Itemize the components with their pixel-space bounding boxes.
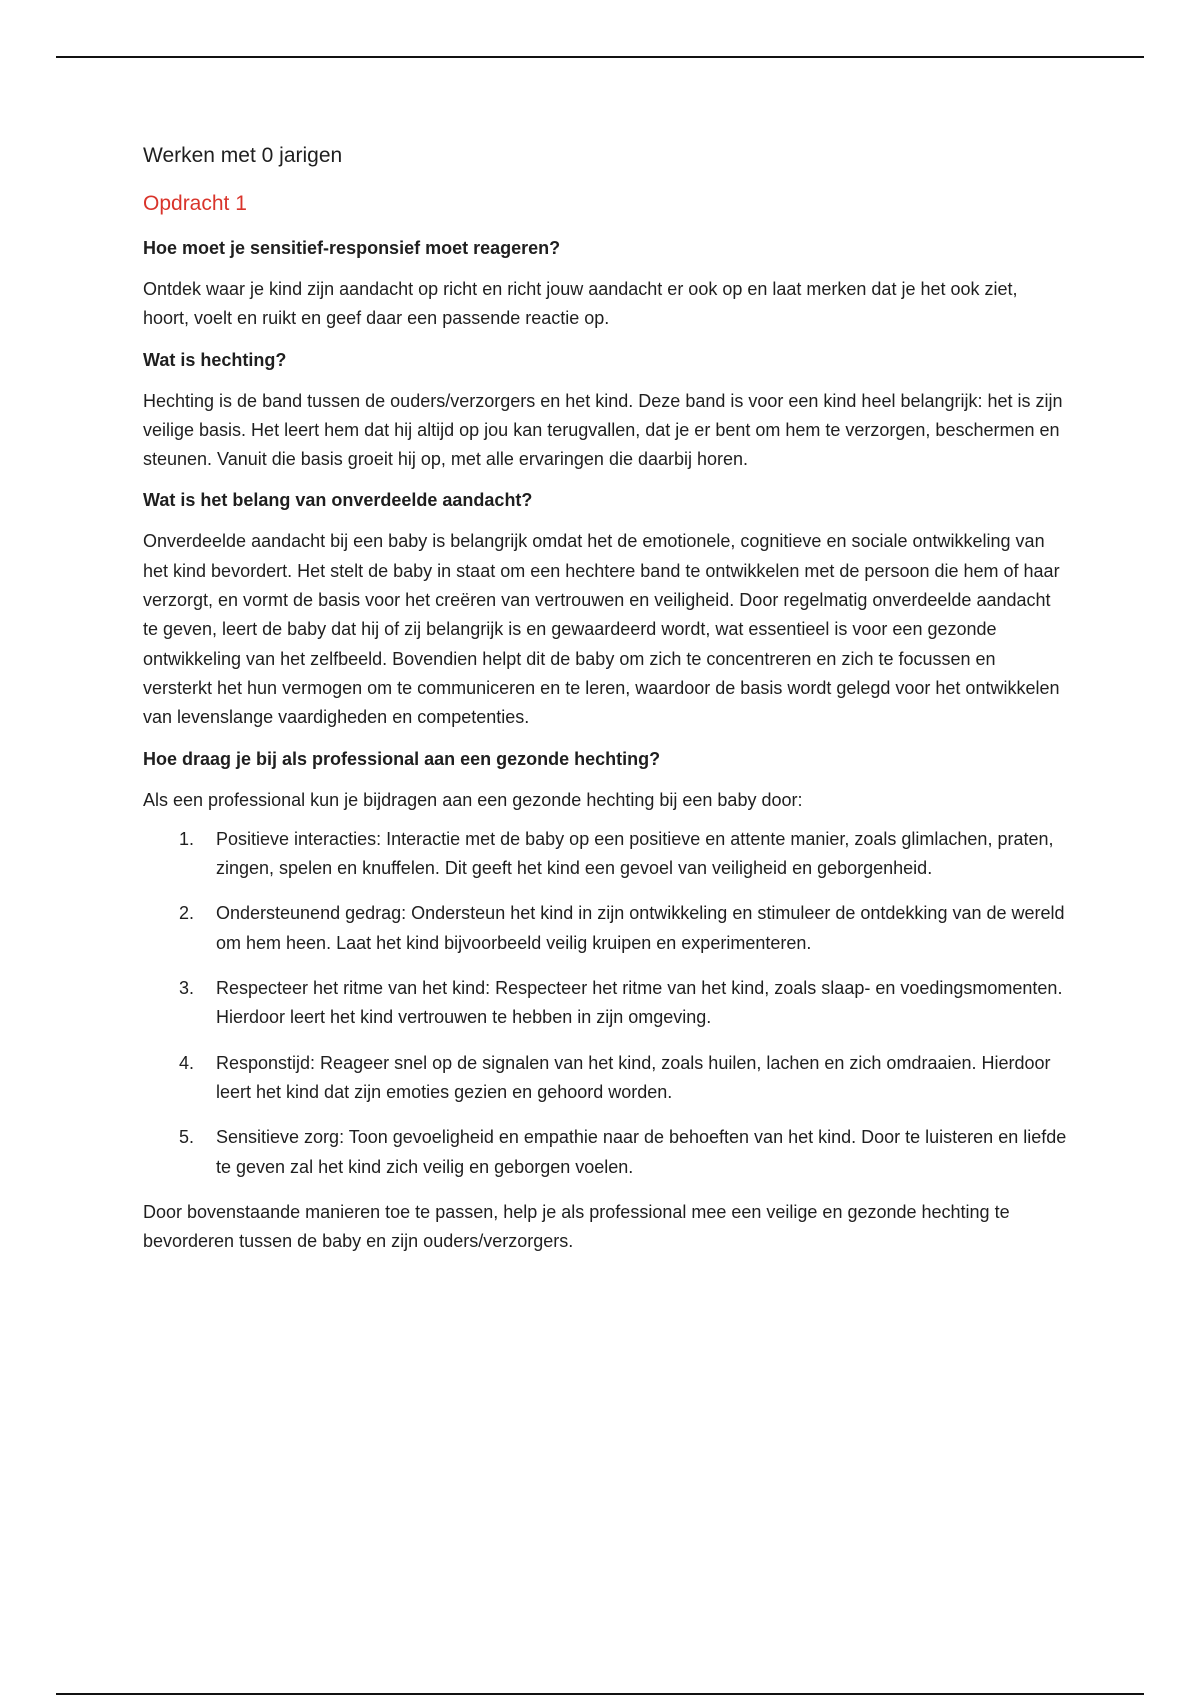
list-number: 5. (179, 1127, 195, 1148)
footer-rule (56, 1693, 1144, 1695)
header-rule (56, 56, 1144, 58)
document-title: Werken met 0 jarigen (143, 144, 343, 167)
answer-paragraph: Onverdeelde aandacht bij een baby is belangrijk omdat het de emotionele, cognitieve en sociale ontwikkeling van het kind bevordert. Het stelt de baby in staat om een hechtere band te ontwikkelen met de persoon die hem of haar verzorgt, en vormt de basis voor het creëren van vertrouwen en veiligheid. Door regelmatig onverdeelde aandacht te geven, leert de baby dat hij of zij belangrijk is en gewaardeerd wordt, wat essentieel is voor een gezonde ontwikkeling van het zelfbeeld. Bovendien helpt dit de baby om zich te concentreren en zich te focussen en versterkt het hun vermogen om te communiceren en te leren, waardoor de basis wordt gelegd voor het ontwikkelen van levenslange vaardigheden en competenties. (143, 531, 1060, 728)
list-item-text: Sensitieve zorg: Toon gevoeligheid en empathie naar de behoeften van het kind. Door te luisteren en liefde te geven zal het kind zich veilig en geborgen voelen. (216, 1127, 1067, 1177)
question-heading: Wat is hechting? (143, 349, 287, 370)
answer-paragraph: Ontdek waar je kind zijn aandacht op richt en richt jouw aandacht er ook op en laat merken dat je het ook ziet, hoort, voelt en ruikt en geef daar een passende reactie op. (143, 279, 1018, 329)
question-heading: Hoe moet je sensitief-responsief moet reageren? (143, 238, 561, 258)
question-heading: Hoe draag je bij als professional aan een gezonde hechting? (143, 748, 661, 769)
assignment-heading: Opdracht 1 (143, 192, 247, 215)
list-item (143, 899, 1068, 958)
list-item-text: Respecteer het ritme van het kind: Respecteer het ritme van het kind, zoals slaap- en voedingsmomenten. Hierdoor leert het kind vertrouwen te hebben in zijn omgeving. (216, 978, 1063, 1028)
answer-paragraph: Hechting is de band tussen de ouders/verzorgers en het kind. Deze band is voor een kind heel belangrijk: het is zijn veilige basis. Het leert hem dat hij altijd op jou kan terugvallen, dat je er bent om hem te verzorgen, beschermen en steunen. Vanuit die basis groeit hij op, met alle ervaringen die daarbij horen. (143, 390, 1063, 470)
list-intro: Als een professional kun je bijdragen aan een gezonde hechting bij een baby door: (143, 789, 803, 810)
list-item (143, 825, 1068, 884)
list-item-text: Positieve interacties: Interactie met de baby op een positieve en attente manier, zoals glimlachen, praten, zingen, spelen en knuffelen. Dit geeft het kind een gevoel van veiligheid en geborgenheid. (216, 828, 1054, 879)
conclusion-paragraph: Door bovenstaande manieren toe te passen, help je als professional mee een veilige en gezonde hechting te bevorderen tussen de baby en zijn ouders/verzorgers. (143, 1201, 1010, 1252)
question-heading: Wat is het belang van onverdeelde aandacht? (143, 490, 533, 511)
numbered-list (143, 825, 1068, 1182)
list-number: 1. (179, 828, 195, 849)
list-number: 2. (179, 903, 195, 924)
document-body (143, 142, 1068, 1268)
list-item-text: Ondersteunend gedrag: Ondersteun het kind in zijn ontwikkeling en stimuleer de ontdekking van de wereld om hem heen. Laat het kind bijvoorbeeld veilig kruipen en experimenteren. (216, 903, 1065, 953)
list-item (143, 1049, 1068, 1108)
list-item (143, 974, 1068, 1033)
list-item-text: Responstijd: Reageer snel op de signalen van het kind, zoals huilen, lachen en zich omdraaien. Hierdoor leert het kind dat zijn emoties gezien en gehoord worden. (216, 1052, 1051, 1102)
list-number: 3. (179, 978, 195, 999)
list-item (143, 1123, 1068, 1182)
list-number: 4. (179, 1052, 195, 1073)
